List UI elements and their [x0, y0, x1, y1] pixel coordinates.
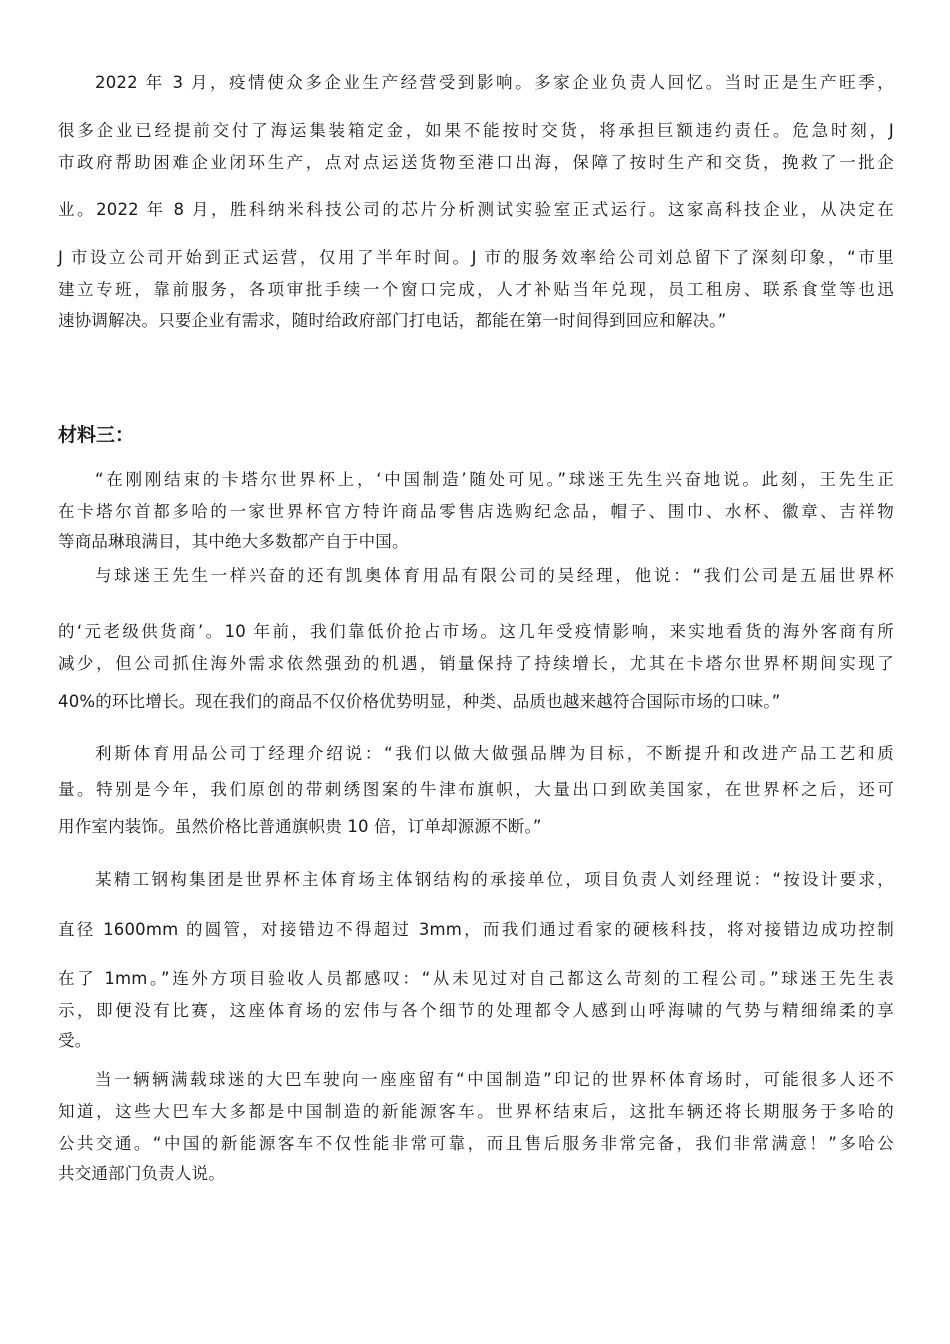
- text-line: 在卡塔尔首都多哈的一家世界杯官方特许商品零售店选购纪念品，帽子、围巾、水杯、徽章、吉祥物: [58, 502, 894, 521]
- text-line: 知道，这些大巴车大多都是中国制造的新能源客车。世界杯结束后，这批车辆还将长期服务于多哈的: [58, 1102, 894, 1121]
- text-line: 用作室内装饰。虽然价格比普通旗帜贵 10 倍，订单却源源不断。”: [58, 817, 542, 836]
- text-line: 40%的环比增长。现在我们的商品不仅价格优势明显，种类、品质也越来越符合国际市场的口味。”: [58, 692, 781, 711]
- text-line: 的‘元老级供货商’。10 年前，我们靠低价抢占市场。这几年受疫情影响，来实地看货的海外客商有所: [58, 622, 894, 641]
- text-line: J 市设立公司开始到正式运营，仅用了半年时间。J 市的服务效率给公司刘总留下了深刻印象，“市里: [58, 248, 894, 267]
- text-line: 等商品琳琅满目，其中绝大多数都产自于中国。: [58, 532, 409, 551]
- text-line: 共交通部门负责人说。: [58, 1164, 225, 1183]
- text-line: 量。特别是今年，我们原创的带刺绣图案的牛津布旗帜，大量出口到欧美国家，在世界杯之后，还可: [58, 780, 894, 799]
- text-line: 市政府帮助困难企业闭环生产，点对点运送货物至港口出海，保障了按时生产和交货，挽救了一批企: [58, 153, 894, 172]
- text-line: “在刚刚结束的卡塔尔世界杯上，‘中国制造’随处可见。”球迷王先生兴奋地说。此刻，王先生正: [95, 470, 894, 489]
- text-line: 当一辆辆满载球迷的大巴车驶向一座座留有“中国制造”印记的世界杯体育场时，可能很多人还不: [95, 1070, 894, 1089]
- text-line: 与球迷王先生一样兴奋的还有凯奥体育用品有限公司的吴经理，他说：“我们公司是五届世界杯: [95, 566, 894, 585]
- text-line: 示，即便没有比赛，这座体育场的宏伟与各个细节的处理都令人感到山呼海啸的气势与精细绵柔的享: [58, 1001, 894, 1020]
- text-line: 利斯体育用品公司丁经理介绍说：“我们以做大做强品牌为目标，不断提升和改进产品工艺和质: [95, 744, 894, 763]
- text-line: 建立专班，靠前服务，各项审批手续一个窗口完成，人才补贴当年兑现，员工租房、联系食堂等也迅: [58, 280, 894, 299]
- text-line: 减少，但公司抓住海外需求依然强劲的机遇，销量保持了持续增长，尤其在卡塔尔世界杯期间实现了: [58, 654, 894, 673]
- text-line: 在了 1mm。”连外方项目验收人员都感叹：“从未见过对自己都这么苛刻的工程公司。”球迷王先生表: [58, 969, 894, 988]
- text-line: 某精工钢构集团是世界杯主体育场主体钢结构的承接单位，项目负责人刘经理说：“按设计要求，: [95, 870, 894, 889]
- text-line: 业。2022 年 8 月，胜科纳米科技公司的芯片分析测试实验室正式运行。这家高科技企业，从决定在: [58, 200, 894, 219]
- text-line: 公共交通。“中国的新能源客车不仅性能非常可靠，而且售后服务非常完备，我们非常满意！”多哈公: [58, 1134, 894, 1153]
- text-line: 很多企业已经提前交付了海运集装箱定金，如果不能按时交货，将承担巨额违约责任。危急时刻，J: [58, 121, 894, 140]
- text-line: 速协调解决。只要企业有需求，随时给政府部门打电话，都能在第一时间得到回应和解决。”: [58, 311, 727, 330]
- section-heading: 材料三：: [58, 424, 135, 446]
- text-line: 受。: [58, 1031, 92, 1050]
- text-line: 直径 1600mm 的圆管，对接错边不得超过 3mm，而我们通过看家的硬核科技，将对接错边成功控制: [58, 920, 894, 939]
- text-line: 2022 年 3 月，疫情使众多企业生产经营受到影响。多家企业负责人回忆。当时正是生产旺季，: [95, 73, 894, 92]
